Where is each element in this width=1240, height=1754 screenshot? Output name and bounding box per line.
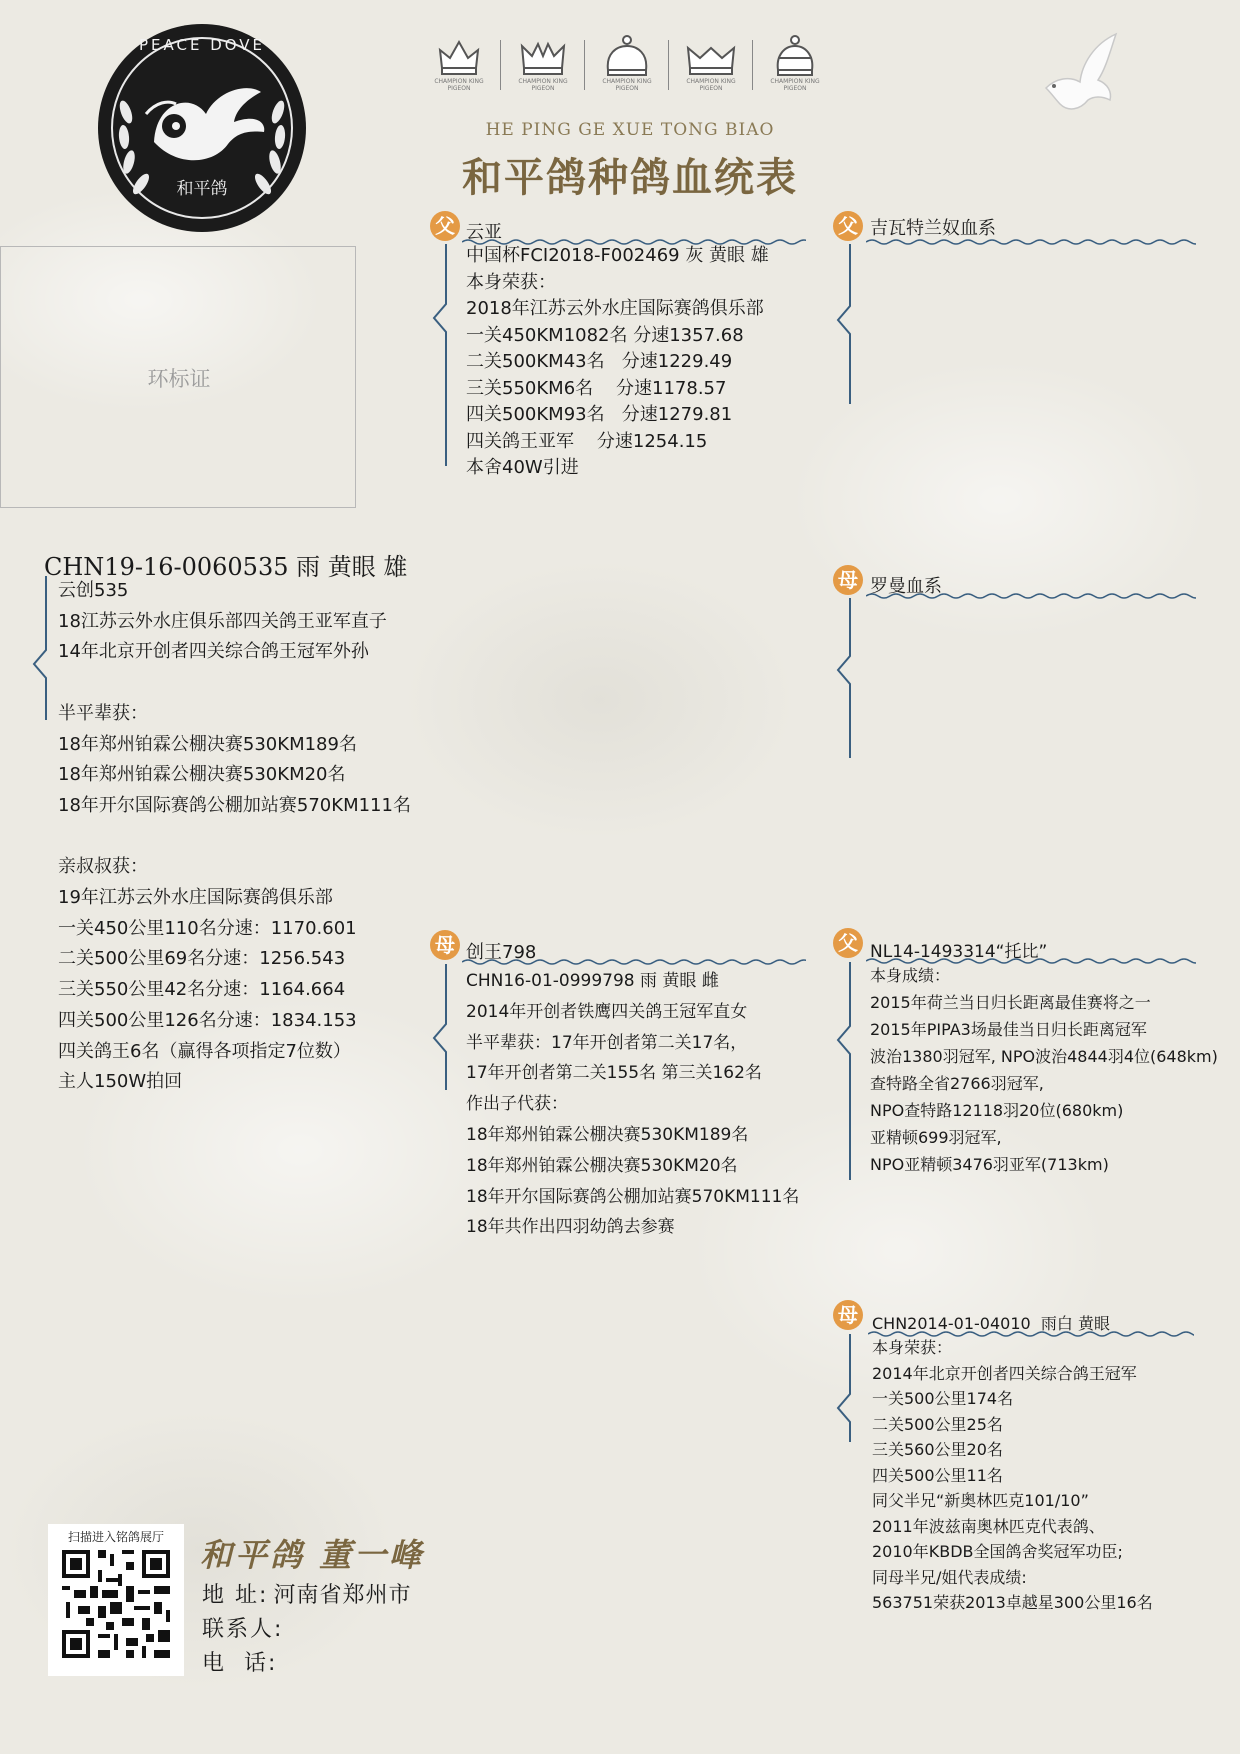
crown-caption: CHAMPION KING PIGEON bbox=[602, 78, 652, 92]
main-line bbox=[58, 822, 411, 853]
dam-sire-line: 2015年荷兰当日归长距离最佳赛将之一 bbox=[870, 993, 1151, 1012]
page-title: 和平鸽种鸽血统表 bbox=[462, 154, 798, 201]
dam-dam-line: 三关560公里20名 bbox=[872, 1440, 1003, 1459]
dam-dam-line: 2011年波兹南奥林匹克代表鸽、 bbox=[872, 1516, 1105, 1536]
crown-caption: CHAMPION KING PIGEON bbox=[770, 78, 820, 92]
dam-line: 2014年开创者铁鹰四关鸽王冠军直女 bbox=[466, 1001, 748, 1022]
dove-icon bbox=[1036, 28, 1128, 124]
dam-sire-line: NPO亚精顿3476羽亚军(713km) bbox=[870, 1155, 1109, 1174]
sire-line: 本舍40W引进 bbox=[466, 457, 579, 478]
dam-wavy-line bbox=[462, 958, 806, 966]
mother-badge: 母 bbox=[833, 565, 863, 595]
crown-icon bbox=[680, 34, 742, 94]
dam-line: 18年开尔国际赛鸽公棚加站赛570KM111名 bbox=[466, 1186, 800, 1207]
sire-line: 一关450KM1082名 分速1357.68 bbox=[466, 324, 744, 346]
dam-line: 18年郑州铂霖公棚决赛530KM20名 bbox=[466, 1155, 738, 1176]
main-line bbox=[58, 668, 411, 699]
mother-badge: 母 bbox=[430, 930, 460, 960]
dam-dam-name: CHN2014-01-04010 雨白 黄眼 bbox=[872, 1314, 1110, 1333]
sire-line: 四关500KM93名 分速1279.81 bbox=[466, 404, 733, 425]
sire-sire-wavy-line bbox=[866, 238, 1196, 246]
footer-contact bbox=[202, 1612, 283, 1643]
main-line: 半平辈获： bbox=[58, 702, 148, 724]
mother-badge: 母 bbox=[833, 1300, 863, 1330]
main-line: 亲叔叔获： bbox=[58, 856, 148, 878]
dam-dam-line: 一关500公里174名 bbox=[872, 1389, 1014, 1408]
dam-line: 作出子代获： bbox=[466, 1094, 568, 1115]
qr-code-icon bbox=[58, 1546, 174, 1662]
dam-dam-line: 四关500公里11名 bbox=[872, 1465, 1003, 1485]
crown-icon bbox=[764, 34, 826, 94]
dam-line: 17年开创者第二关155名 第三关162名 bbox=[466, 1063, 762, 1084]
crown-icon bbox=[596, 34, 658, 94]
dam-name: 创王798 bbox=[466, 942, 537, 963]
dam-dam-details bbox=[872, 1335, 1153, 1616]
main-line: 18年开尔国际赛鸽公棚加站赛570KM111名 bbox=[58, 794, 411, 816]
crown-icon bbox=[512, 34, 574, 94]
ring-certificate-label: 环标证 bbox=[147, 367, 211, 391]
dam-sire-line: 2015年PIPA3场最佳当日归长距离冠军 bbox=[870, 1020, 1147, 1039]
sire-line: 三关550KM6名 分速1178.57 bbox=[466, 377, 727, 399]
main-line: 18年郑州铂霖公棚决赛530KM20名 bbox=[58, 764, 346, 786]
sire-bracket bbox=[426, 244, 452, 470]
dam-sire-bracket bbox=[830, 962, 856, 1184]
sire-sire-bracket bbox=[830, 244, 856, 408]
dam-dam-bracket bbox=[830, 1334, 856, 1446]
main-line: 三关550公里42名分速：1164.664 bbox=[58, 979, 346, 1001]
crown-icon bbox=[428, 34, 490, 94]
sire-name: 云亚 bbox=[466, 222, 502, 243]
footer-address bbox=[202, 1578, 412, 1609]
main-line: 云创535 bbox=[58, 580, 129, 601]
qr-caption: 扫描进入铭鸽展厅 bbox=[67, 1530, 164, 1544]
main-bracket bbox=[26, 572, 52, 1092]
dam-dam-line: 同父半兄“新奥林匹克101/10” bbox=[872, 1491, 1089, 1510]
dam-bracket bbox=[426, 964, 452, 1094]
sire-line: 中国杯FCI2018-F002469 灰 黄眼 雄 bbox=[466, 245, 769, 266]
dam-line: CHN16-01-0999798 雨 黄眼 雌 bbox=[466, 971, 719, 991]
logo-text-top: PEACE DOVE bbox=[138, 36, 266, 54]
ring-certificate-box bbox=[0, 246, 356, 508]
address-label: 地 址: bbox=[202, 1583, 269, 1608]
logo-text-bottom: 和平鸽 bbox=[176, 179, 228, 199]
qr-card[interactable] bbox=[48, 1524, 184, 1676]
crown-caption: CHAMPION KING PIGEON bbox=[434, 78, 484, 92]
pinyin-title: HE PING GE XUE TONG BIAO bbox=[485, 120, 775, 140]
dam-dam-line: 2014年北京开创者四关综合鸽王冠军 bbox=[872, 1363, 1137, 1383]
sire-dam-wavy-line bbox=[866, 592, 1196, 600]
dam-dam-line: 本身荣获： bbox=[872, 1338, 953, 1357]
dam-sire-details bbox=[870, 962, 1218, 1178]
main-line: 19年江苏云外水庄国际赛鸽俱乐部 bbox=[58, 887, 333, 909]
sire-line: 二关500KM43名 分速1229.49 bbox=[466, 351, 733, 372]
sire-sire-name: 吉瓦特兰奴血系 bbox=[870, 218, 996, 239]
main-line: 一关450公里110名分速：1170.601 bbox=[58, 917, 357, 939]
dam-line: 18年郑州铂霖公棚决赛530KM189名 bbox=[466, 1124, 749, 1145]
footer-phone bbox=[202, 1646, 277, 1677]
logo bbox=[96, 22, 308, 234]
address-value: 河南省郑州市 bbox=[273, 1583, 412, 1608]
dam-sire-line: NPO查特路12118羽20位(680km) bbox=[870, 1101, 1124, 1120]
sire-line: 四关鸽王亚军 分速1254.15 bbox=[466, 430, 708, 452]
sire-details bbox=[466, 243, 769, 482]
dam-sire-line: 查特路全省2766羽冠军, bbox=[870, 1074, 1044, 1093]
sire-line: 本身荣获： bbox=[466, 271, 556, 293]
sire-line: 2018年江苏云外水庄国际赛鸽俱乐部 bbox=[466, 298, 764, 319]
dam-dam-line: 同母半兄/姐代表成绩: bbox=[872, 1567, 1027, 1587]
main-line: 18江苏云外水庄俱乐部四关鸽王亚军直子 bbox=[58, 610, 387, 632]
dam-sire-line: 波治1380羽冠军, NPO波治4844羽4位(648km) bbox=[870, 1047, 1218, 1066]
dam-sire-line: 亚精顿699羽冠军, bbox=[870, 1128, 1002, 1147]
main-pigeon-id: CHN19-16-0060535 雨 黄眼 雄 bbox=[44, 553, 408, 581]
dam-sire-line: 本身成绩： bbox=[870, 966, 951, 985]
main-line: 四关500公里126名分速：1834.153 bbox=[58, 1009, 357, 1031]
main-line: 二关500公里69名分速：1256.543 bbox=[58, 948, 346, 970]
dam-line: 半平辈获：17年开创者第二关17名， bbox=[466, 1032, 748, 1053]
father-badge: 父 bbox=[430, 211, 460, 241]
dam-line: 18年共作出四羽幼鸽去参赛 bbox=[466, 1217, 675, 1238]
phone-label: 电 话: bbox=[202, 1651, 278, 1676]
sire-dam-name: 罗曼血系 bbox=[870, 576, 942, 597]
dam-details bbox=[466, 966, 799, 1243]
main-line: 18年郑州铂霖公棚决赛530KM189名 bbox=[58, 733, 357, 755]
father-badge: 父 bbox=[833, 211, 863, 241]
dam-dam-line: 2010年KBDB全国鸽舍奖冠军功臣; bbox=[872, 1542, 1123, 1561]
main-pigeon-details bbox=[58, 576, 411, 1098]
main-line: 主人150W拍回 bbox=[58, 1071, 183, 1093]
crown-row bbox=[428, 34, 838, 96]
main-line: 14年北京开创者四关综合鸽王冠军外孙 bbox=[58, 641, 369, 663]
main-line: 四关鸽王6名（赢得各项指定7位数） bbox=[58, 1040, 351, 1062]
contact-label: 联系人: bbox=[202, 1617, 284, 1642]
dam-sire-name: NL14-1493314“托比” bbox=[870, 942, 1048, 962]
crown-caption: CHAMPION KING PIGEON bbox=[518, 78, 568, 92]
loft-signature: 和平鸽 董一峰 bbox=[200, 1536, 425, 1574]
dam-dam-line: 二关500公里25名 bbox=[872, 1414, 1003, 1434]
dam-dam-line: 563751荣获2013卓越星300公里16名 bbox=[872, 1593, 1153, 1612]
father-badge: 父 bbox=[833, 928, 863, 958]
sire-dam-bracket bbox=[830, 598, 856, 762]
crown-caption: CHAMPION KING PIGEON bbox=[686, 78, 736, 92]
